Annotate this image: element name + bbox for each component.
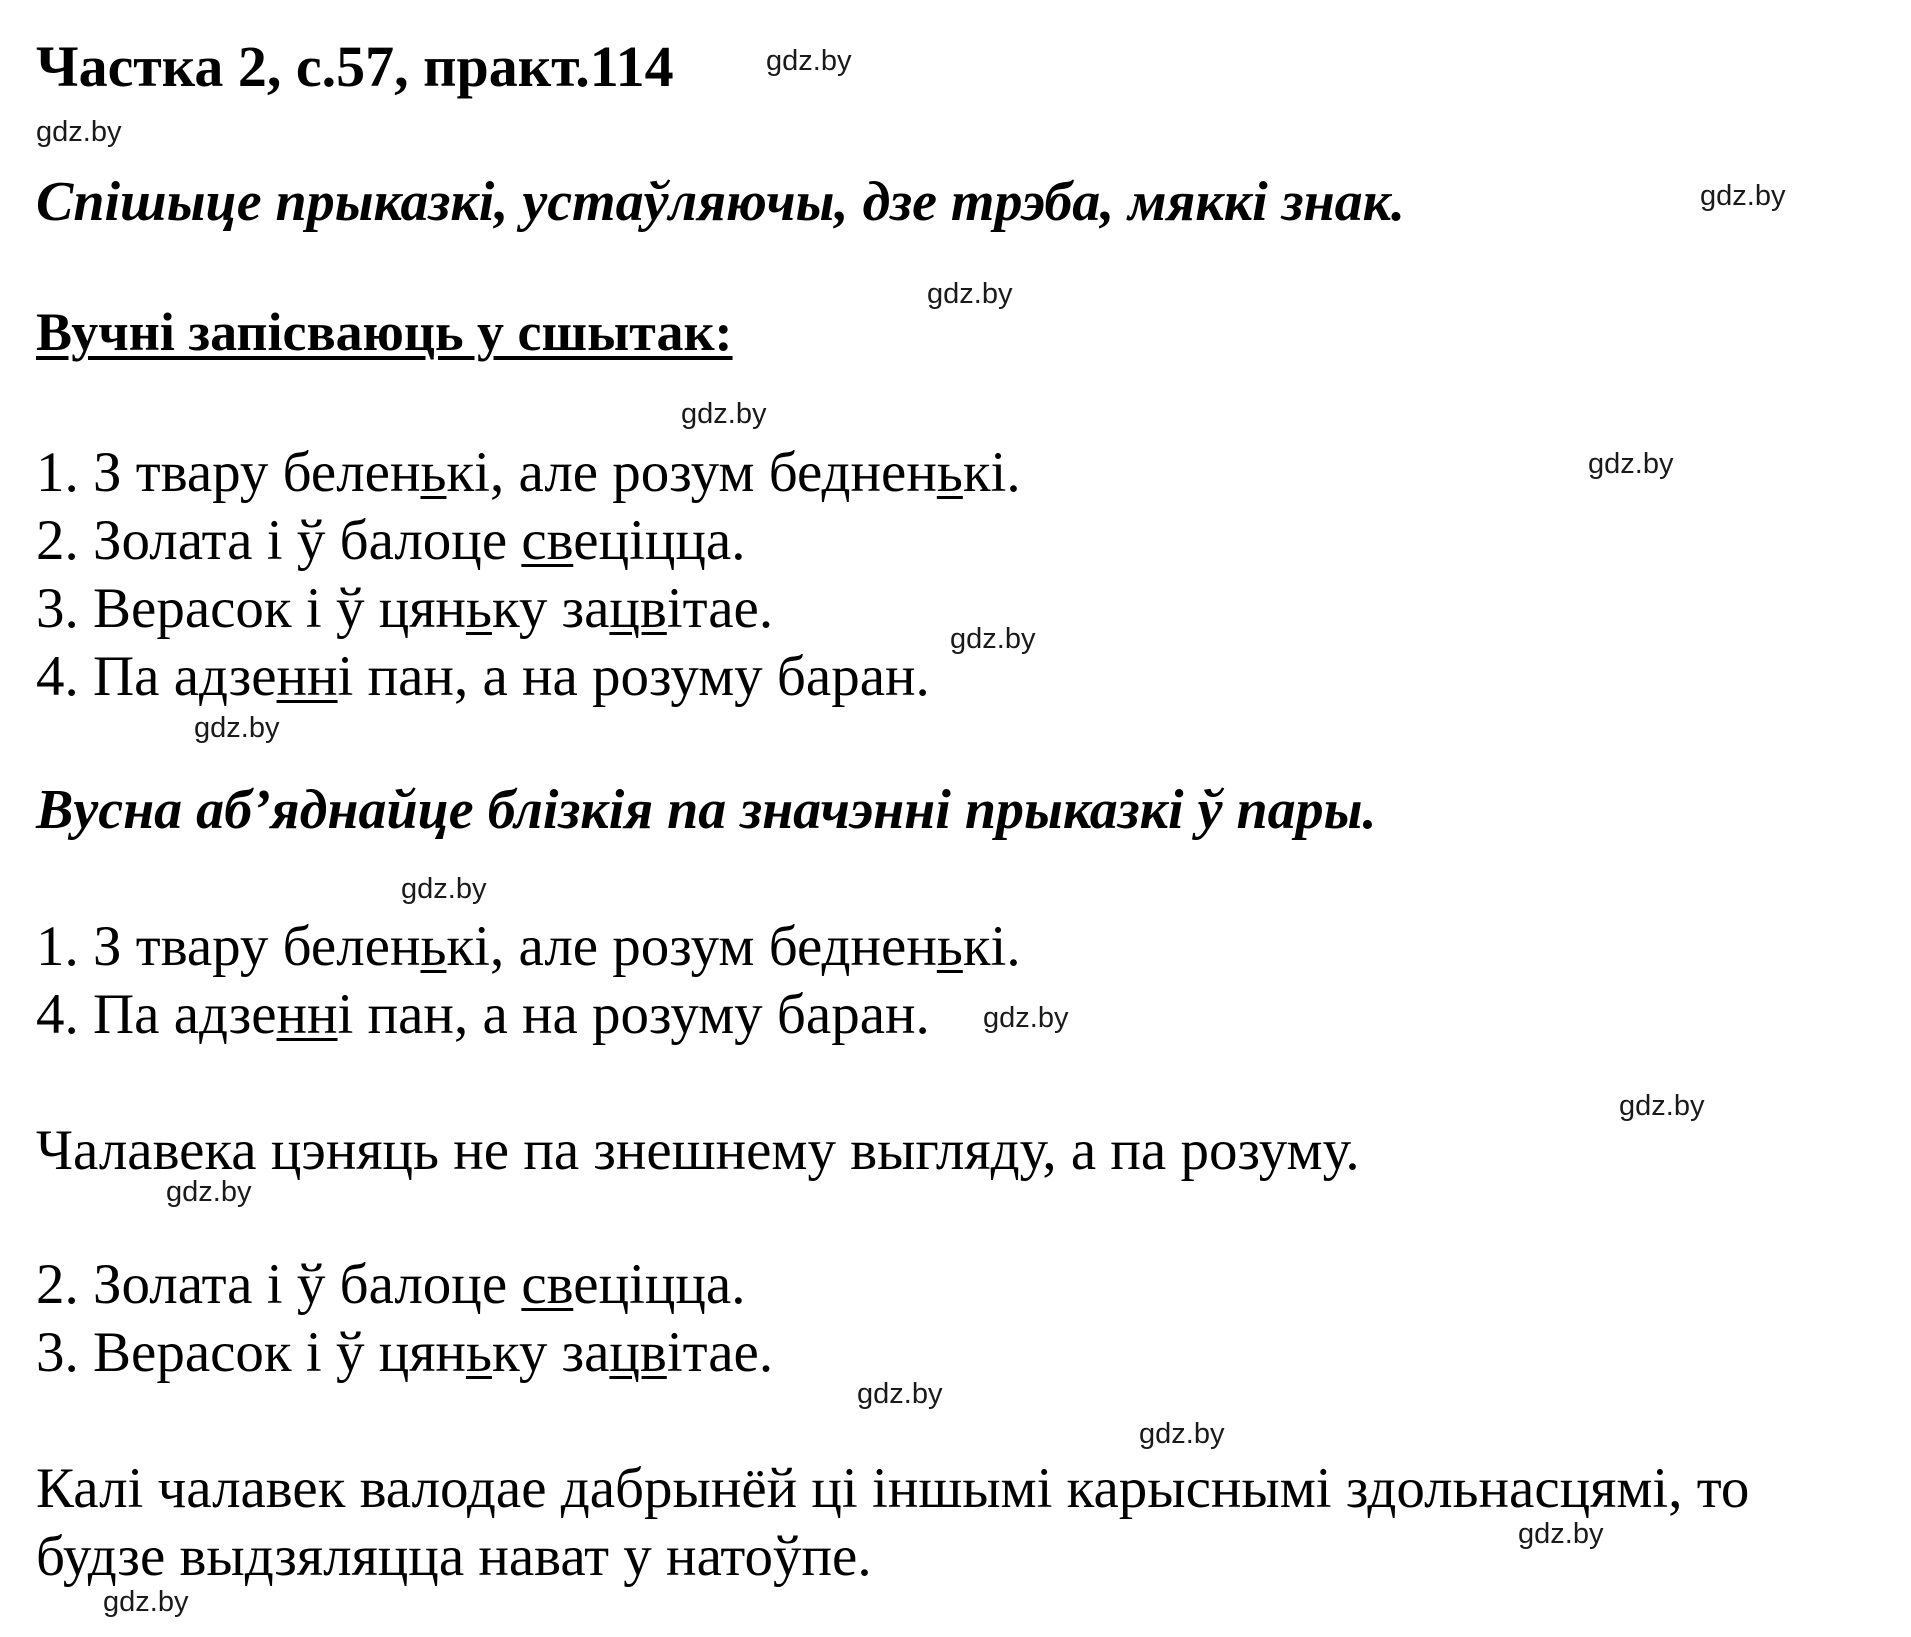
watermark: gdz.by — [1139, 1418, 1225, 1450]
watermark: gdz.by — [1700, 180, 1786, 212]
watermark: gdz.by — [1619, 1090, 1705, 1122]
watermark: gdz.by — [103, 1586, 189, 1618]
watermark: gdz.by — [927, 278, 1013, 310]
explanation-text: Чалавека цэняць не па знешнему выгляду, а па розуму. — [36, 1119, 1360, 1182]
explanation-text: будзе выдзяляцца нават у натоўпе. — [36, 1525, 872, 1588]
explanation-text: Калі чалавек валодае дабрынёй ці іншымі карыснымі здольнасцямі, то — [36, 1457, 1750, 1520]
task-instruction-2: Вусна аб’яднайце блізкія па значэнні прыказкі ў пары. — [36, 779, 1377, 841]
list-item: 3. Верасок і ў цяньку зацвітае. — [36, 1321, 774, 1384]
watermark: gdz.by — [766, 45, 852, 77]
watermark: gdz.by — [1588, 448, 1674, 480]
watermark: gdz.by — [950, 623, 1036, 655]
watermark: gdz.by — [1518, 1518, 1604, 1550]
list-item: 3. Верасок і ў цяньку зацвітае. — [36, 577, 774, 640]
watermark: gdz.by — [983, 1002, 1069, 1034]
list-item: 1. З твару беленькі, але розум бедненькі. — [36, 915, 1021, 978]
watermark: gdz.by — [194, 712, 280, 744]
task-instruction-1: Спішыце прыказкі, устаўляючы, дзе трэба, мяккі знак. — [36, 171, 1406, 233]
watermark: gdz.by — [401, 873, 487, 905]
list-item: 2. Золата і ў балоце свеціцца. — [36, 1253, 746, 1316]
list-item: 4. Па адзенні пан, а на розуму баран. — [36, 983, 930, 1046]
watermark: gdz.by — [681, 398, 767, 430]
list-item: 4. Па адзенні пан, а на розуму баран. — [36, 645, 930, 708]
watermark: gdz.by — [36, 116, 122, 148]
list-item: 2. Золата і ў балоце свеціцца. — [36, 509, 746, 572]
watermark: gdz.by — [857, 1378, 943, 1410]
page-title: Частка 2, с.57, практ.114 — [36, 34, 674, 99]
section-heading: Вучні запісваюць у сшытак: — [36, 302, 733, 362]
list-item: 1. З твару беленькі, але розум бедненькі. — [36, 441, 1021, 504]
watermark: gdz.by — [166, 1176, 252, 1208]
